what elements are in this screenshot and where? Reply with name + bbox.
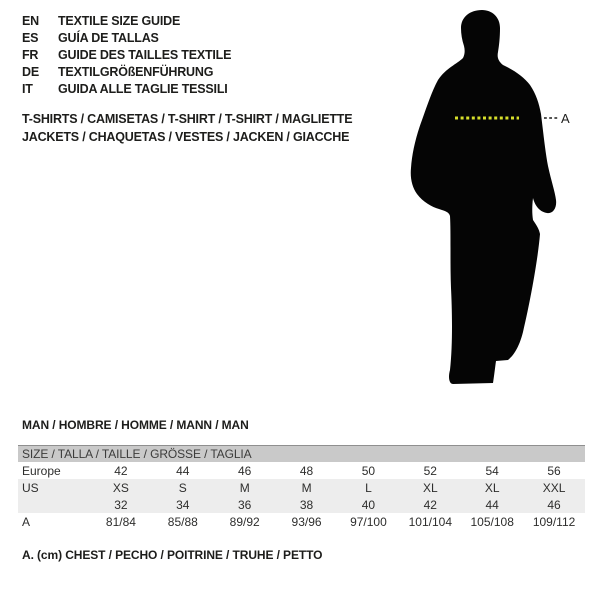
language-row-fr	[22, 47, 231, 64]
man-silhouette-shape	[411, 10, 556, 384]
table-cell: 40	[361, 497, 376, 512]
table-cell: 48	[299, 463, 314, 478]
category-tshirts: T-SHIRTS / CAMISETAS / T-SHIRT / T-SHIRT / MAGLIETTE	[22, 112, 353, 126]
table-cell: 85/88	[167, 514, 198, 529]
language-row-it	[22, 81, 231, 98]
language-code: EN	[22, 14, 39, 28]
table-cell: XS	[112, 480, 129, 495]
language-row-es	[22, 30, 231, 47]
language-title: TEXTILGRÖßENFÜHRUNG	[58, 65, 214, 79]
table-cell: L	[365, 480, 372, 495]
table-cell: M	[239, 480, 250, 495]
measurement-footnote: A. (cm) CHEST / PECHO / POITRINE / TRUHE / PETTO	[22, 548, 323, 562]
row-label: Europe	[22, 463, 61, 478]
table-cell: 42	[114, 463, 128, 478]
table-row-us	[18, 479, 585, 496]
language-code: ES	[22, 31, 39, 45]
table-cell: 54	[485, 463, 499, 478]
section-title-man: MAN / HOMBRE / HOMME / MANN / MAN	[22, 418, 249, 432]
language-title: GUÍA DE TALLAS	[58, 31, 159, 45]
table-cell: 50	[361, 463, 376, 478]
table-header: SIZE / TALLA / TAILLE / GRÖSSE / TAGLIA	[18, 446, 585, 463]
table-cell: 34	[176, 497, 190, 512]
chest-measure-label: A	[561, 111, 570, 126]
table-cell: 105/108	[470, 514, 514, 529]
table-cell: 44	[176, 463, 190, 478]
table-cell: 97/100	[350, 514, 387, 529]
table-cell: 32	[114, 497, 128, 512]
table-header-row	[18, 446, 585, 463]
table-cell: 56	[547, 463, 561, 478]
language-code: IT	[22, 82, 33, 96]
language-title: TEXTILE SIZE GUIDE	[58, 14, 181, 28]
table-cell: 109/112	[532, 514, 576, 529]
table-cell: 52	[423, 463, 437, 478]
table-row-chest-a	[18, 513, 585, 530]
row-label	[18, 496, 90, 513]
garment-categories	[22, 110, 352, 146]
language-code: FR	[22, 48, 39, 62]
table-row-secondary	[18, 496, 585, 513]
table-cell: XL	[484, 480, 500, 495]
language-list	[22, 13, 231, 98]
measurement-figure	[405, 8, 580, 388]
table-row-europe	[18, 462, 585, 479]
table-cell: 46	[547, 497, 561, 512]
language-code: DE	[22, 65, 39, 79]
table-cell: 93/96	[291, 514, 322, 529]
table-cell: 38	[299, 497, 314, 512]
table-cell: 42	[423, 497, 437, 512]
table-cell: XL	[422, 480, 438, 495]
table-cell: 36	[238, 497, 252, 512]
category-jackets: JACKETS / CHAQUETAS / VESTES / JACKEN / GIACCHE	[22, 130, 350, 144]
table-cell: S	[178, 480, 187, 495]
table-cell: 46	[238, 463, 252, 478]
table-cell: XXL	[542, 480, 566, 495]
table-cell: 81/84	[105, 514, 136, 529]
language-title: GUIDA ALLE TAGLIE TESSILI	[58, 82, 228, 96]
language-row-de	[22, 64, 231, 81]
size-table	[18, 445, 585, 530]
language-title: GUIDE DES TAILLES TEXTILE	[58, 48, 232, 62]
table-cell: 101/104	[408, 514, 452, 529]
table-cell: 89/92	[229, 514, 260, 529]
row-label: US	[22, 480, 39, 495]
language-row-en	[22, 13, 231, 30]
row-label: A	[22, 514, 31, 529]
table-cell: 44	[485, 497, 499, 512]
man-silhouette	[405, 8, 580, 388]
table-cell: M	[301, 480, 312, 495]
